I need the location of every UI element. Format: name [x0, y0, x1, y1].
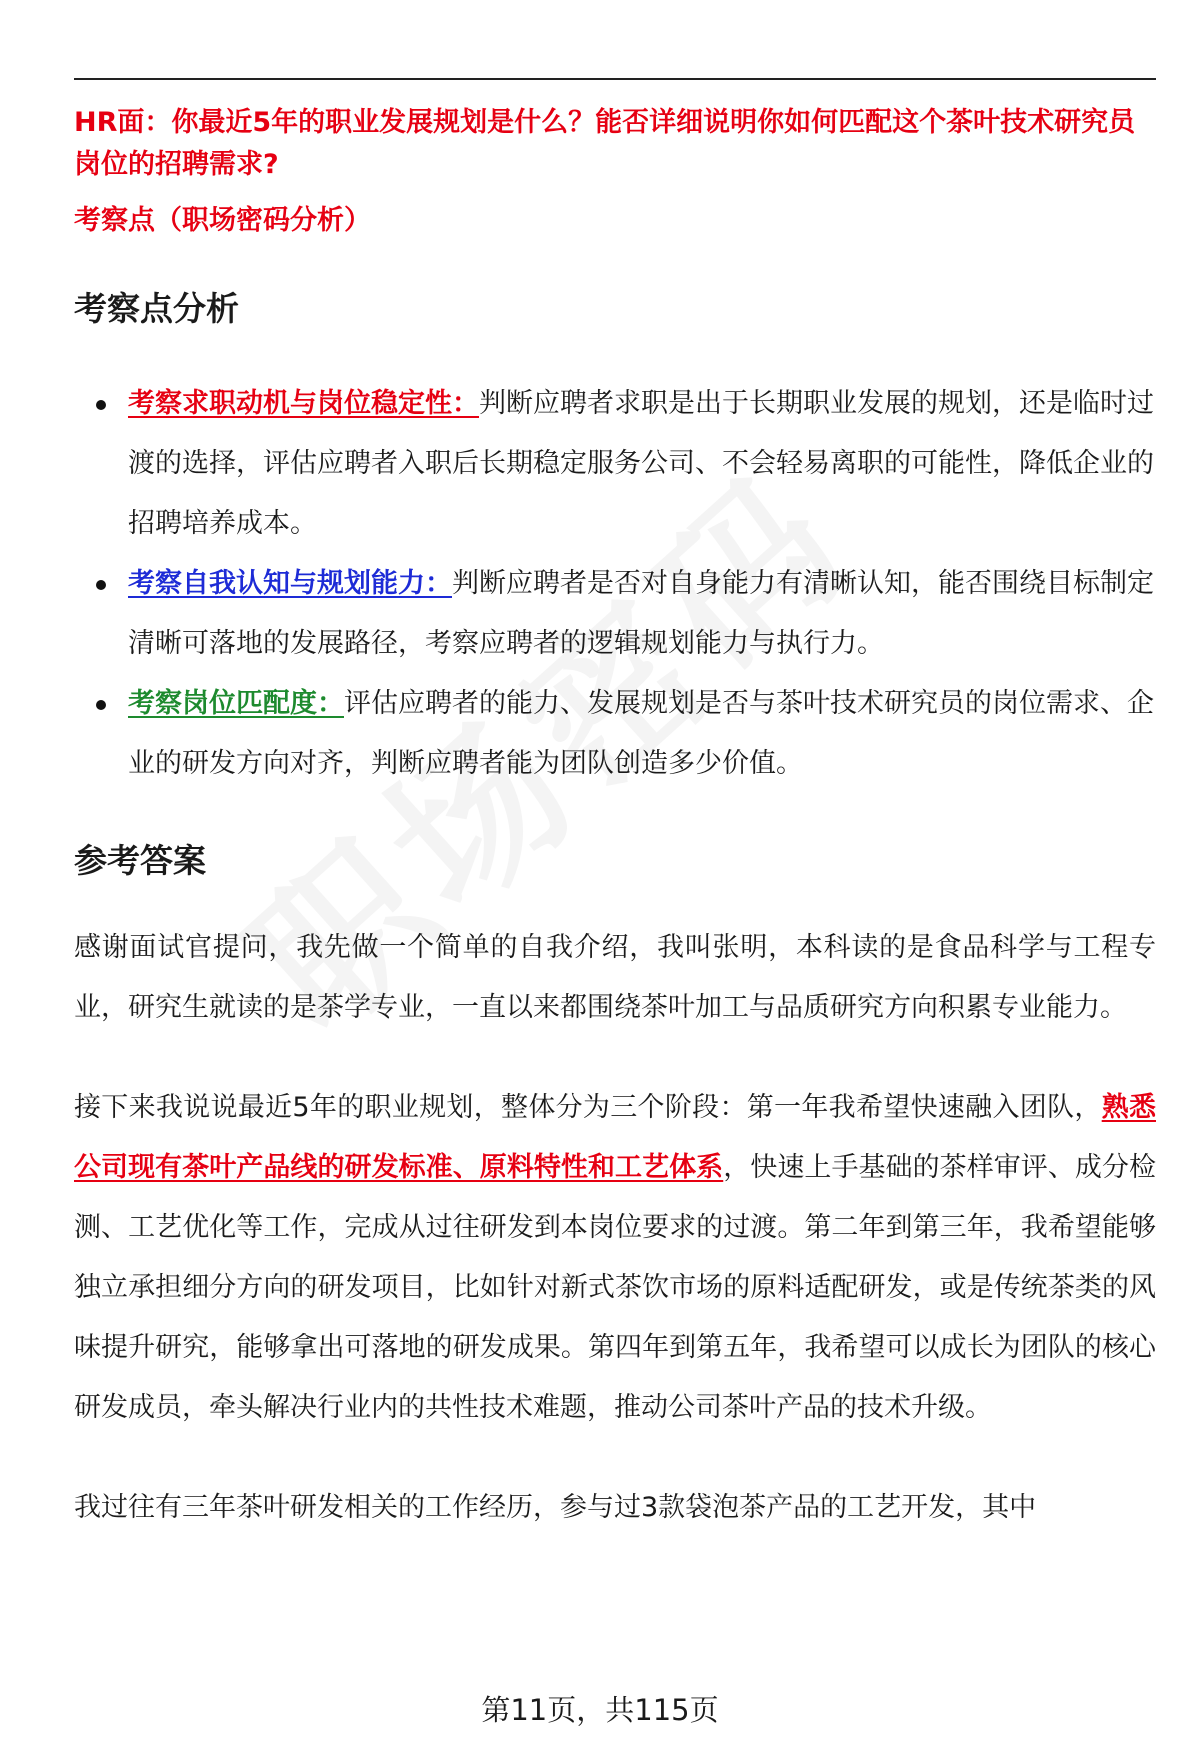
analysis-item: [74, 374, 1156, 554]
exam-point-label: 考察点（职场密码分析）: [74, 205, 371, 236]
analysis-keyword: 考察求职动机与岗位稳定性：: [128, 388, 479, 419]
answer-paragraph-plan: [74, 1078, 1156, 1438]
plan-highlight: 熟悉公司现有茶叶产品线的研发标准、原料特性和工艺体系: [74, 1092, 1156, 1183]
plan-text-rest: ，快速上手基础的茶样审评、成分检测、工艺优化等工作，完成从过往研发到本岗位要求的过渡。第二年到第三年，我希望能够独立承担细分方向的研发项目，比如针对新式茶饮市场的原料适配研发，或是传统茶类的风味提升研究，能够拿出可落地的研发成果。第四年到第五年，我希望可以成长为团队的核心研发成员，牵头解决行业内的共性技术难题，推动公司茶叶产品的技术升级。: [74, 1152, 1157, 1423]
analysis-text: 判断应聘者是否对自身能力有清晰认知，能否围绕目标制定清晰可落地的发展路径，考察应聘者的逻辑规划能力与执行力。: [128, 568, 1154, 659]
bullet-icon: [96, 580, 106, 590]
answer-paragraph-intro: 感谢面试官提问，我先做一个简单的自我介绍，我叫张明，本科读的是食品科学与工程专业，研究生就读的是茶学专业，一直以来都围绕茶叶加工与品质研究方向积累专业能力。: [74, 932, 1156, 1023]
analysis-text: 评估应聘者的能力、发展规划是否与茶叶技术研究员的岗位需求、企业的研发方向对齐，判断应聘者能为团队创造多少价值。: [128, 688, 1154, 779]
analysis-text: 判断应聘者求职是出于长期职业发展的规划，还是临时过渡的选择，评估应聘者入职后长期稳定服务公司、不会轻易离职的可能性，降低企业的招聘培养成本。: [128, 388, 1154, 539]
analysis-list: [74, 374, 1156, 794]
analysis-keyword: 考察自我认知与规划能力：: [128, 568, 452, 599]
answer-section-title: 参考答案: [74, 841, 206, 880]
analysis-section-title: 考察点分析: [74, 289, 239, 328]
interview-question: HR面：你最近5年的职业发展规划是什么？能否详细说明你如何匹配这个茶叶技术研究员岗位的招聘需求?: [74, 107, 1136, 180]
bullet-icon: [96, 400, 106, 410]
analysis-item: [74, 674, 1156, 794]
answer-paragraph-experience: 我过往有三年茶叶研发相关的工作经历，参与过3款袋泡茶产品的工艺开发，其中: [74, 1492, 1037, 1523]
plan-text-start: 接下来我说说最近5年的职业规划，整体分为三个阶段：第一年我希望快速融入团队，: [74, 1092, 1102, 1123]
page-number: 第11页，共115页: [481, 1693, 719, 1727]
analysis-keyword: 考察岗位匹配度：: [128, 688, 344, 719]
bullet-icon: [96, 700, 106, 710]
document-body: [74, 102, 1156, 1538]
top-divider: [74, 78, 1156, 80]
analysis-item: [74, 554, 1156, 674]
